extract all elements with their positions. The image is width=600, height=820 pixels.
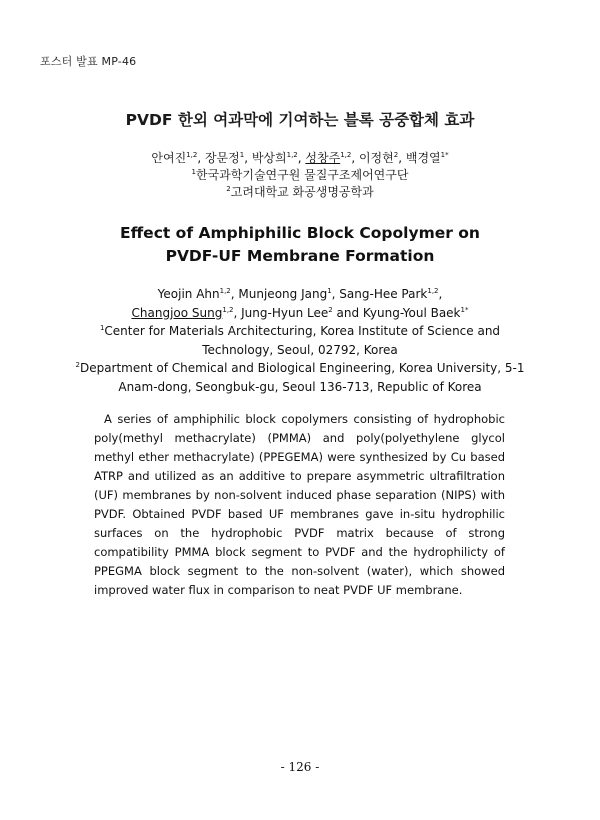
author-en-2: Munjeong Jang [238,287,328,301]
author-ko-6: 백경열 [405,151,441,165]
author-ko-4: 성창주 [305,151,341,165]
title-english-line-2: PVDF-UF Membrane Formation [165,247,435,265]
author-ko-4-sup: 1,2 [340,151,352,159]
title-korean: PVDF 한외 여과막에 기여하는 블록 공중합체 효과 [125,111,475,129]
author-ko-2: 장문정 [204,151,240,165]
abstract-text: A series of amphiphilic block copolymers consisting of hydrophobic poly(methyl methacrylate) (PMMA) and poly(polyethylene glycol methyl ether methacrylate) (PPEGEMA) were synthesized by Cu based ATRP and utilized as an additive to prepare asymmetric ultrafiltration (UF) membranes by non-solvent induced phase separation (NIPS) with PVDF. Obtained PVDF based UF membranes gave in-situ hydrophilic surfaces on the hydrophobic PVDF matrix because of strong compatibility PMMA block segment to PVDF and the hydrophilicty of PPEGMA block segment to the non-solvent (water), which showed improved water flux in comparison to neat PVDF UF membrane. [94,412,505,597]
author-en-4-sup: 1,2 [222,305,234,314]
authors-korean [0,150,600,167]
author-separator: , [244,151,252,165]
affil-en-1-line-1: Center for Materials Architecturing, Korea Institute of Science and [104,324,501,338]
author-ko-5: 이정현 [358,151,394,165]
author-en-6-sup: 1* [460,305,469,314]
author-en-5: Jung-Hyun Lee [241,305,329,320]
affil-en-1-sup: 1 [99,324,105,332]
author-en-3: Sang-Hee Park [339,287,428,301]
author-ko-2-sup: 1 [239,151,245,159]
author-en-6: Kyung-Youl Baek [362,305,461,320]
author-separator: , [398,151,406,165]
affil-ko-1-sup: 1 [191,168,196,176]
affil-en-2-line-1: Department of Chemical and Biological Engineering, Korea University, 5-1 [79,361,525,375]
author-and: and [332,305,363,320]
title-english-line-1: Effect of Amphiphilic Block Copolymer on [120,224,480,242]
authors-english-line-1: Yeojin Ahn$^{1,2}$, Munjeong Jang$^1$, Sang-Hee Park$^{1,2}$, [157,287,443,301]
authors-korean-block [0,150,600,201]
author-separator: , [351,151,359,165]
affiliation-english-1-line-2: Technology, Seoul, 02792, Korea [202,342,398,357]
affil-ko-1-text: 한국과학기술연구원 물질구조제어연구단 [195,168,409,182]
author-ko-3: 박상희 [251,151,287,165]
affiliation-english-2-line-2: Anam-dong, Seongbuk-gu, Seoul 136-713, Republic of Korea [118,379,482,394]
author-ko-6-sup: 1* [440,151,449,159]
affil-ko-2-sup: 2 [226,185,231,193]
affiliation-english-2-line-1 [0,359,600,378]
affiliation-english-1-line-1 [0,322,600,341]
author-ko-1: 안여진 [151,151,187,165]
author-en-2-sup: 1 [327,287,332,295]
authors-english-line-2: Changjoo Sung$^{1,2}$, Jung-Hyun Lee$^2$ and Kyung-Youl Baek$^{1*}$ [131,305,469,320]
author-separator: , [197,151,205,165]
author-separator: , [297,151,306,165]
affiliation-korean-2 [0,184,600,201]
session-label: 포스터 발표 MP-46 [40,55,137,68]
author-en-1: Yeojin Ahn [157,287,220,301]
affiliation-korean-1 [0,167,600,184]
author-en-5-sup: 2 [328,305,333,314]
author-en-1-sup: 1,2 [219,287,231,295]
affil-ko-2-text: 고려대학교 화공생명공학과 [230,185,374,199]
title-english [0,222,600,268]
author-ko-1-sup: 1,2 [186,151,198,159]
author-en-4: Changjoo Sung [131,305,223,320]
author-en-3-sup: 1,2 [427,287,439,295]
affil-en-2-sup: 2 [75,361,80,369]
author-ko-5-sup: 2 [393,151,399,159]
authors-english-block [0,285,600,396]
author-ko-3-sup: 1,2 [286,151,298,159]
page-number: - 126 - [280,760,320,774]
